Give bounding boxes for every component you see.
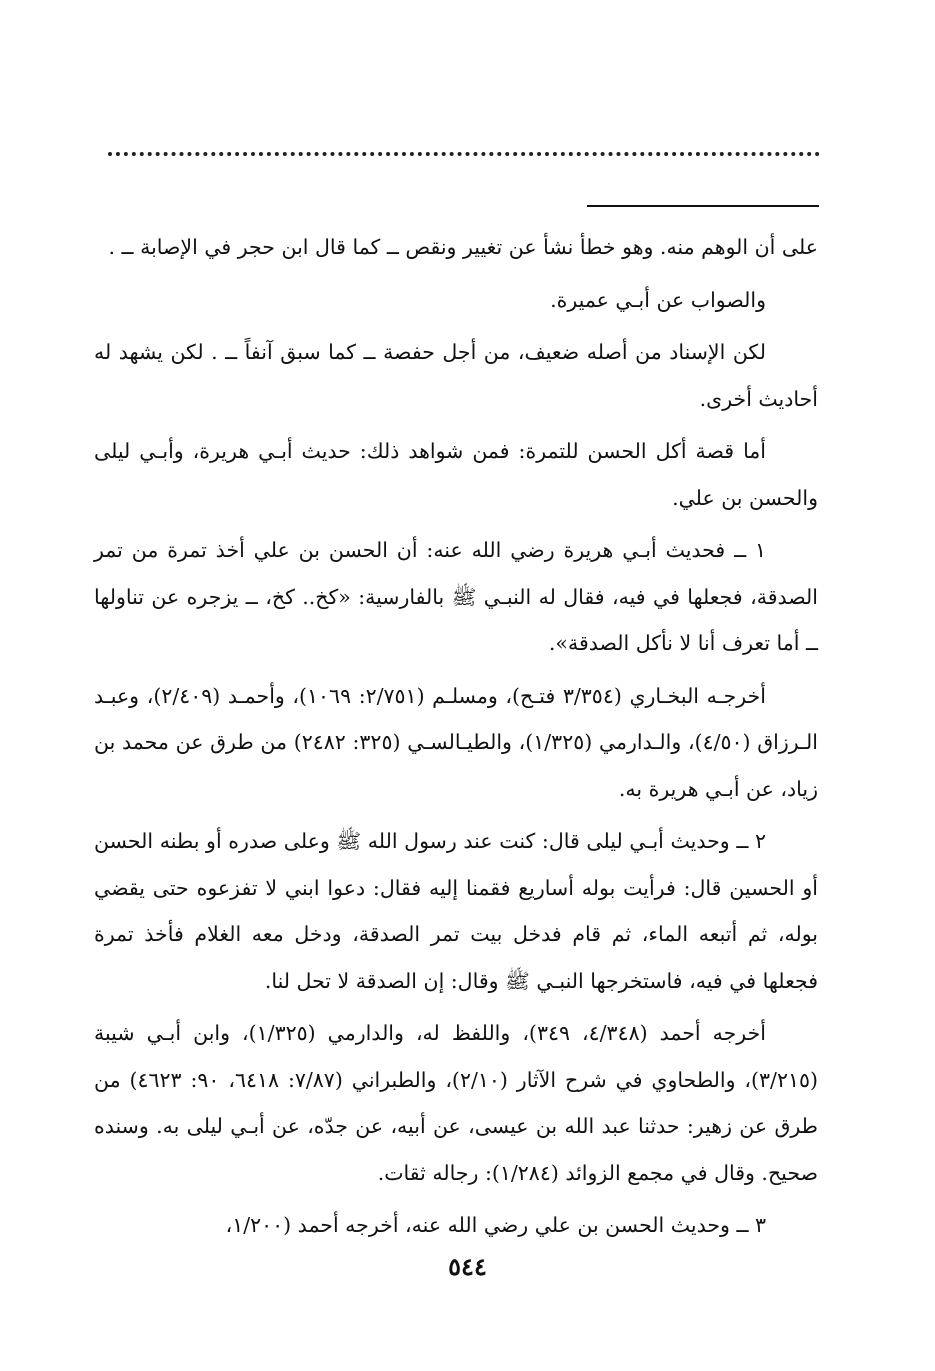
- paragraph-takhrij-2: أخرجه أحمد (٤/٣٤٨، ٣٤٩)، واللفظ له، والدارمي (١/٣٢٥)، وابن أبـي شيبة (٣/٢١٥)، والطحاوي في شرح الآثار (٢/١٠)، والطبراني (٧/٨٧: ٦٤١٨، ٩٠: ٤٦٢٣) من طرق عن زهير: حدثنا عبد الله بن عيسى، عن أبيه، عن جدّه، عن أبـي ليلى به. وسنده صحيح. وقال في مجمع الزوائد (١/٢٨٤): رجاله ثقات.: [94, 1021, 818, 1185]
- footnote-text: [94, 224, 818, 1255]
- paragraph-qissa: أما قصة أكل الحسن للتمرة: فمن شواهد ذلك: حديث أبـي هريرة، وأبـي ليلى والحسن بن علي.: [94, 439, 818, 510]
- paragraph-isnad: لكن الإسناد من أصله ضعيف، من أجل حفصة ــ كما سبق آنفاً ــ . لكن يشهد له أحاديث أخرى.: [94, 340, 818, 411]
- paragraph-hadith-2: ٢ ــ وحديث أبـي ليلى قال: كنت عند رسول الله ﷺ وعلى صدره أو بطنه الحسن أو الحسين قال: فرأيت بوله أساريع فقمنا إليه فقال: دعوا ابني لا تفزعوه حتى يقضي بوله، ثم أتبعه الماء، ثم قام فدخل بيت تمر الصدقة، ودخل معه الغلام فأخذ تمرة فجعلها في فيه، فاستخرجها النبـي ﷺ وقال: إن الصدقة لا تحل لنا.: [94, 829, 818, 993]
- paragraph-hadith-3: ٣ ــ وحديث الحسن بن علي رضي الله عنه، أخرجه أحمد (١/٢٠٠،: [225, 1213, 766, 1237]
- footnote-rule: [587, 205, 819, 207]
- paragraph-hadith-1: ١ ــ فحديث أبـي هريرة رضي الله عنه: أن الحسن بن علي أخذ تمرة من تمر الصدقة، فجعلها في فيه، فقال له النبـي ﷺ بالفارسية: «كخ.. كخ، ــ يزجره عن تناولها ــ أما تعرف أنا لا نأكل الصدقة».: [94, 538, 818, 655]
- dotted-separator: [108, 152, 820, 156]
- paragraph-wahm: على أن الوهم منه. وهو خطأ نشأ عن تغيير ونقص ــ كما قال ابن حجر في الإصابة ــ .: [108, 235, 818, 259]
- page-number: ٥٤٤: [448, 1252, 487, 1281]
- paragraph-sawab: والصواب عن أبـي عميرة.: [550, 287, 766, 312]
- paragraph-takhrij-1: أخرجـه البخـاري (٣/٣٥٤ فتـح)، ومسلـم (٢/٧٥١: ١٠٦٩)، وأحمـد (٢/٤٠٩)، وعبـد الـرزاق (٤/٥٠)، والـدارمي (١/٣٢٥)، والطيـالسـي (٣٢٥: ٢٤٨٢) من طرق عن محمد بن زياد، عن أبـي هريرة به.: [94, 683, 818, 801]
